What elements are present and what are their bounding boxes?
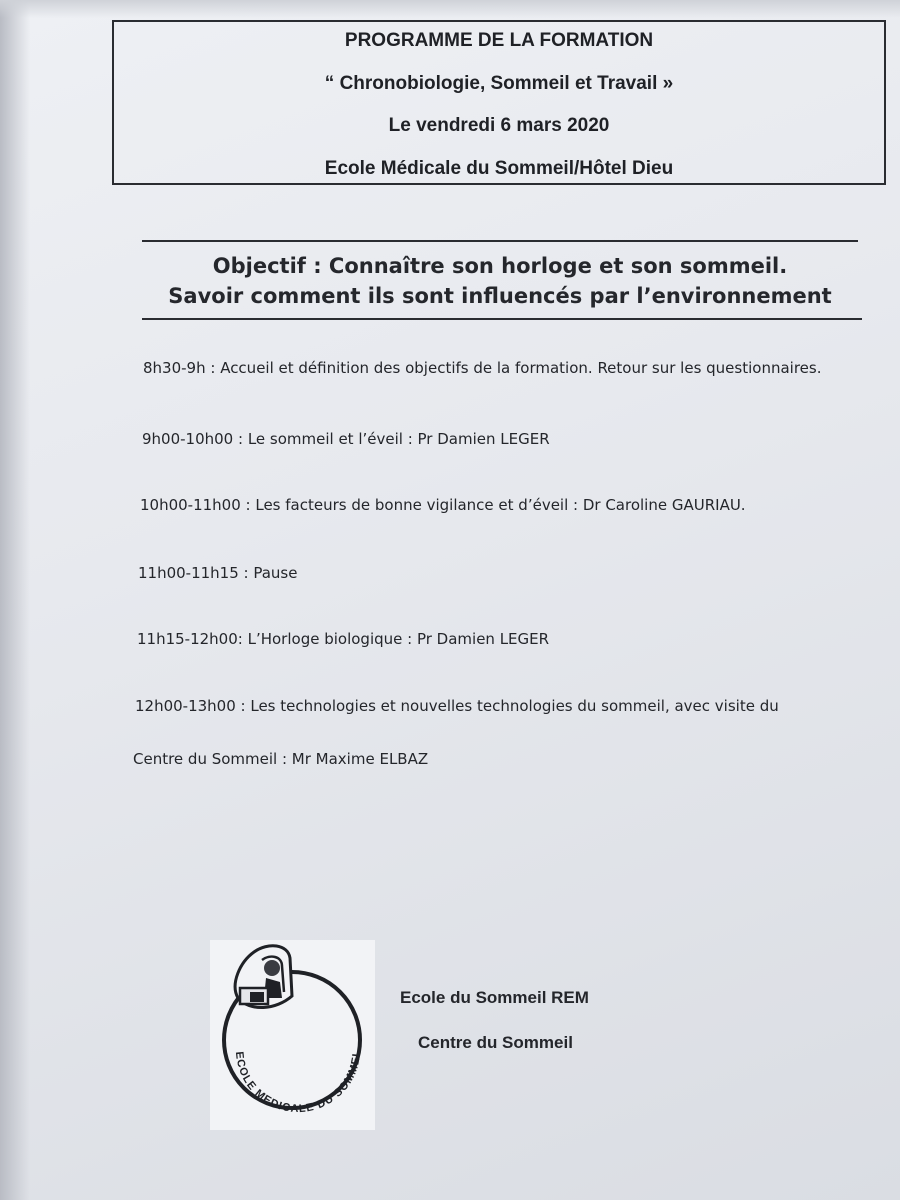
objective-line-1: Objectif : Connaître son horloge et son sommeil.: [212, 254, 788, 278]
footer-center-name: Centre du Sommeil: [418, 1033, 573, 1052]
logo-ring-text: ECOLE MEDICALE DU SOMMEI: [232, 1051, 363, 1116]
schedule-item-0900: 9h00-10h00 : Le sommeil et l’éveil : Pr Damien LEGER: [142, 430, 550, 448]
objective-bottom-rule: [142, 318, 862, 320]
schedule-item-1100: 11h00-11h15 : Pause: [138, 564, 298, 582]
sleeping-person-logo-icon: [210, 940, 375, 1130]
objective-line-2: Savoir comment ils sont influencés par l’environnement: [168, 284, 832, 308]
ecole-sommeil-logo: [210, 940, 375, 1130]
objective-top-rule: [142, 240, 858, 242]
schedule-item-1000: 10h00-11h00 : Les facteurs de bonne vigilance et d’éveil : Dr Caroline GAURIAU.: [140, 496, 746, 514]
program-header-box: [112, 20, 886, 185]
footer-school-name: Ecole du Sommeil REM: [400, 988, 589, 1007]
schedule-item-1200: 12h00-13h00 : Les technologies et nouvelles technologies du sommeil, avec visite du: [135, 697, 779, 715]
training-venue: Ecole Médicale du Sommeil/Hôtel Dieu: [324, 158, 674, 179]
schedule-item-1115: 11h15-12h00: L’Horloge biologique : Pr Damien LEGER: [137, 630, 550, 648]
schedule-item-1200-cont: Centre du Sommeil : Mr Maxime ELBAZ: [133, 750, 429, 768]
page-shadow: [0, 0, 30, 1200]
training-date: Le vendredi 6 mars 2020: [388, 115, 610, 136]
training-title: “ Chronobiologie, Sommeil et Travail »: [324, 73, 674, 94]
schedule-item-0830: 8h30-9h : Accueil et définition des objectifs de la formation. Retour sur les questionnaires.: [143, 359, 822, 377]
page-top-shadow: [0, 0, 900, 18]
program-title: PROGRAMME DE LA FORMATION: [344, 30, 654, 51]
